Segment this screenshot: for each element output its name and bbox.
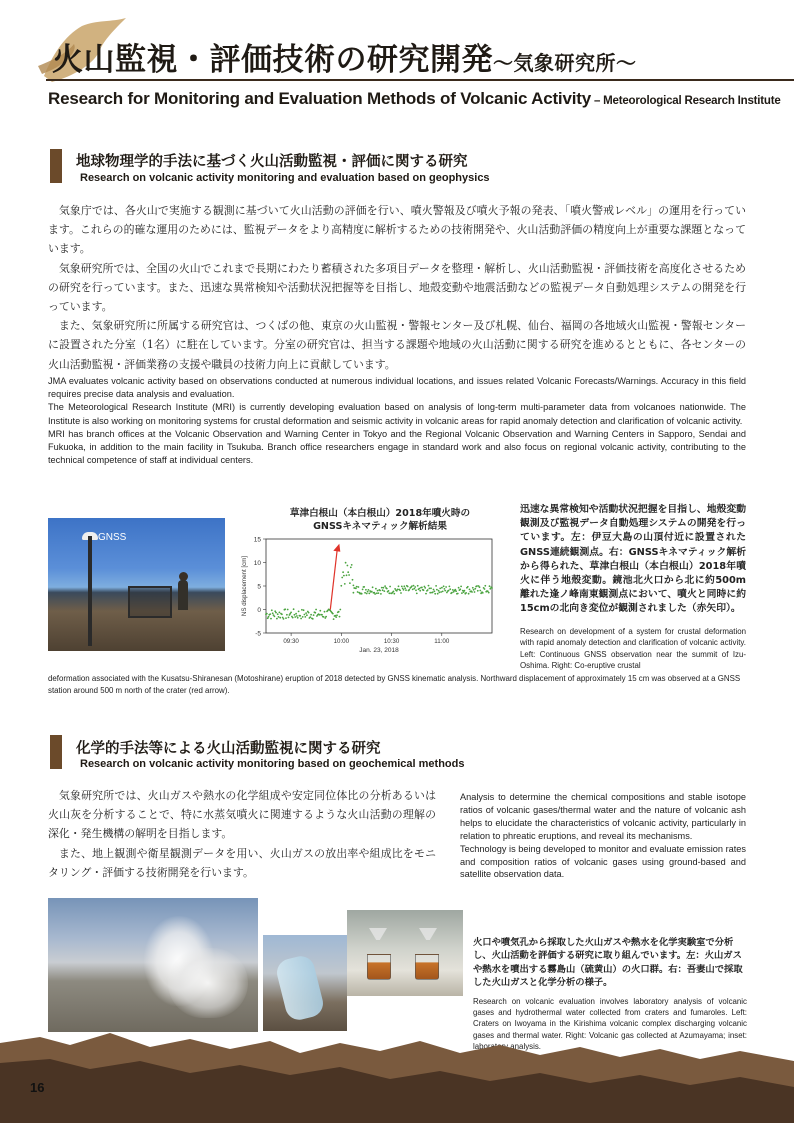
data-point <box>364 592 366 594</box>
data-point <box>285 617 287 619</box>
data-point <box>275 612 277 614</box>
data-point <box>434 593 436 595</box>
data-point <box>386 588 388 590</box>
data-point <box>302 616 304 618</box>
data-point <box>310 614 312 616</box>
page-title-en-suffix: – Meteorological Research Institute <box>590 95 781 107</box>
data-point <box>413 585 415 587</box>
data-point <box>405 589 407 591</box>
data-point <box>467 586 469 588</box>
data-point <box>308 612 310 614</box>
gnss-displacement-chart <box>238 533 500 653</box>
data-point <box>408 589 410 591</box>
data-point <box>389 586 391 588</box>
data-point <box>434 590 436 592</box>
data-point <box>476 585 478 587</box>
y-tick-label: 10 <box>253 560 261 567</box>
title-divider <box>46 79 794 81</box>
data-point <box>351 564 353 566</box>
page-number: 16 <box>30 1080 45 1095</box>
data-point <box>312 618 314 620</box>
data-point <box>358 586 360 588</box>
data-point <box>407 586 409 588</box>
paragraph: 気象研究所では、全国の火山でこれまで長期にわたり蓄積された多項目データを整理・解析し、火山活動監視・評価技術を高度化させるための研究を行っています。また、迅速な異常検知や活動状況把握等を目指し、地殻変動や地震活動などの監視データ自動処理システムの開発を行っています。 <box>48 261 746 314</box>
data-point <box>413 588 415 590</box>
data-point <box>283 618 285 620</box>
data-point <box>363 586 365 588</box>
page-title-en: Research for Monitoring and Evaluation Methods of Volcanic Activity – Meteorological Research Institute <box>48 89 781 108</box>
data-point <box>428 585 430 587</box>
data-point <box>484 588 486 590</box>
data-point <box>415 589 417 591</box>
data-point <box>345 562 347 564</box>
data-point <box>270 618 272 620</box>
data-point <box>436 589 438 591</box>
person-figure <box>178 580 188 610</box>
figure2-caption-en: Research on volcanic evaluation involves laboratory analysis of volcanic gases and hydrothermal water collected from craters and fumaroles. Left: Craters on Iwoyama in the Kirishima volcanic complex discharging volcanic gases and thermal water. Right: Volcanic gas collected at Azumayama; inset: laboratory analysis. <box>473 997 747 1051</box>
data-point <box>439 592 441 594</box>
data-point <box>332 613 334 615</box>
data-point <box>347 571 349 573</box>
antenna-pole <box>88 536 92 646</box>
data-point <box>388 590 390 592</box>
beaker <box>415 954 439 980</box>
data-point <box>368 589 370 591</box>
data-point <box>416 593 418 595</box>
x-tick-label: 11:00 <box>434 638 450 645</box>
data-point <box>290 612 292 614</box>
page-title-jp: 火山監視・評価技術の研究開発～気象研究所～ <box>52 42 637 78</box>
data-point <box>451 592 453 594</box>
data-point <box>333 618 335 620</box>
data-point <box>421 587 423 589</box>
data-point <box>489 588 491 590</box>
data-point <box>341 577 343 579</box>
data-point <box>393 593 395 595</box>
data-point <box>482 592 484 594</box>
chart-title-line2: GNSSキネマティック解析結果 <box>313 521 447 532</box>
data-point <box>489 585 491 587</box>
section1-heading-en: Research on volcanic activity monitoring and evaluation based on geophysics <box>80 172 490 184</box>
data-point <box>382 589 384 591</box>
paragraph: Analysis to determine the chemical compositions and stable isotope ratios of volcanic gases/thermal water and the nature of volcanic ash helps to elucidate the characteristics of volcanic activity, particularly in relation to phreatic eruptions, and reveal its mechanisms. <box>460 792 746 841</box>
x-tick-label: 10:30 <box>383 638 400 645</box>
data-point <box>379 590 381 592</box>
data-point <box>314 612 316 614</box>
paragraph: また、地上観測や衛星観測データを用い、火山ガスの放出率や組成比をモニタリング・評価する技術開発を行います。 <box>48 846 436 879</box>
data-point <box>383 590 385 592</box>
data-point <box>433 589 435 591</box>
data-point <box>304 614 306 616</box>
section1-body-en <box>48 375 746 467</box>
data-point <box>362 589 364 591</box>
data-point <box>398 585 400 587</box>
data-point <box>339 609 341 611</box>
data-point <box>281 613 283 615</box>
data-point <box>355 588 357 590</box>
data-point <box>459 588 461 590</box>
data-point <box>338 611 340 613</box>
chart-title-line1: 草津白根山（本白根山）2018年噴火時の <box>289 508 471 519</box>
data-point <box>375 588 377 590</box>
data-point <box>269 613 271 615</box>
data-point <box>301 609 303 611</box>
data-point <box>477 590 479 592</box>
data-point <box>444 588 446 590</box>
data-point <box>299 615 301 617</box>
section2-heading-en: Research on volcanic activity monitoring based on geochemical methods <box>80 758 465 770</box>
data-point <box>383 587 385 589</box>
data-point <box>443 585 445 587</box>
data-point <box>438 590 440 592</box>
data-point <box>367 591 369 593</box>
figure1-caption-jp: 迅速な異常検知や活動状況把握を目指し、地殻変動観測及び監視データ自動処理システムの開発を行っています。左：伊豆大島の山頂付近に設置されたGNSS連続観測点。右：GNSSキネマティック解析から得られた、草津白根山（本白根山）2018年噴火に伴う地殻変動。鏡池北火口から北に約500m離れた逢ノ峰南東観測点において、噴火と同時に約15cmの北向き変位が観測されました（赤矢印）。 <box>520 504 746 615</box>
data-point <box>419 588 421 590</box>
data-point <box>319 610 321 612</box>
paragraph: Technology is being developed to monitor and evaluate emission rates and composition ratios of volcanic gases using ground-based and satellite observation data. <box>460 843 747 880</box>
data-point <box>342 571 344 573</box>
data-point <box>488 592 490 594</box>
beaker <box>367 954 391 980</box>
data-point <box>305 612 307 614</box>
data-point <box>323 616 325 618</box>
data-point <box>461 592 463 594</box>
data-point <box>403 585 405 587</box>
data-point <box>377 590 379 592</box>
section-marker <box>50 735 62 769</box>
data-point <box>393 591 395 593</box>
data-point <box>347 565 349 567</box>
data-point <box>444 590 446 592</box>
data-point <box>353 592 355 594</box>
data-point <box>349 582 351 584</box>
plot-frame <box>266 539 492 633</box>
data-point <box>300 618 302 620</box>
data-point <box>286 614 288 616</box>
data-point <box>448 590 450 592</box>
data-point <box>455 590 457 592</box>
footer-ground-decoration <box>0 1003 794 1123</box>
data-point <box>376 592 378 594</box>
data-point <box>429 588 431 590</box>
data-point <box>388 592 390 594</box>
data-point <box>293 608 295 610</box>
data-point <box>474 588 476 590</box>
data-point <box>468 593 470 595</box>
y-tick-label: 0 <box>257 607 261 614</box>
data-point <box>381 587 383 589</box>
funnel <box>369 928 387 940</box>
figure1-caption-en: Research on development of a system for crustal deformation with rapid anomaly detection and clarification of volcanic activity. Left: Continuous GNSS observation near the summit of Izu-Oshima. Right: Co-eruptive crustal <box>520 627 746 670</box>
funnel <box>419 928 437 940</box>
data-point <box>340 585 342 587</box>
data-point <box>479 586 481 588</box>
data-point <box>344 583 346 585</box>
data-point <box>423 589 425 591</box>
data-point <box>474 591 476 593</box>
data-point <box>460 586 462 588</box>
data-point <box>303 609 305 611</box>
data-point <box>294 614 296 616</box>
paragraph: The Meteorological Research Institute (MRI) is currently developing evaluation based on analysis of long-term multi-parameter data from volcanoes nationwide. The Institute is also working on monitoring systems for crustal deformation and seismic activity in volcanic areas for rapid anomaly detection and clarification of volcanic activity. <box>48 402 746 426</box>
data-point <box>439 588 441 590</box>
data-point <box>424 587 426 589</box>
data-point <box>366 593 368 595</box>
data-point <box>296 615 298 617</box>
data-point <box>452 589 454 591</box>
data-point <box>292 617 294 619</box>
data-point <box>357 591 359 593</box>
data-point <box>266 613 268 615</box>
paragraph: また、気象研究所に所属する研究官は、つくばの他、東京の火山監視・警報センター及び札幌、仙台、福岡の各地域火山監視・警報センターに設置された分室（1名）に駐在しています。分室の研究官は、担当する課題や地域の火山活動に関する研究を進めるとともに、各センターの火山活動監視・評価業務の支援や職員の技術力向上に貢献しています。 <box>48 319 746 371</box>
data-point <box>325 616 327 618</box>
data-point <box>336 614 338 616</box>
photo-label: GNSS <box>98 532 127 543</box>
section2-body-en <box>460 791 746 881</box>
data-point <box>372 586 374 588</box>
data-point <box>473 589 475 591</box>
y-tick-label: 15 <box>253 536 261 544</box>
data-point <box>400 592 402 594</box>
section1-heading-jp: 地球物理学的手法に基づく火山活動監視・評価に関する研究 <box>76 154 468 170</box>
section1-body-jp <box>48 201 746 374</box>
data-point <box>361 593 363 595</box>
data-point <box>348 574 350 576</box>
paragraph: 気象研究所では、火山ガスや熱水の化学組成や安定同位体比の分析あるいは火山灰を分析することで、特に水蒸気噴火に関連するような火山活動の理解の深化・発生機構の解明を目指します。 <box>48 789 436 841</box>
y-tick-label: 5 <box>257 583 261 591</box>
data-point <box>374 593 376 595</box>
data-point <box>268 616 270 618</box>
data-point <box>472 587 474 589</box>
data-point <box>271 609 273 611</box>
data-point <box>294 616 296 618</box>
data-point <box>397 589 399 591</box>
data-point <box>417 585 419 587</box>
data-point <box>465 592 467 594</box>
gnss-station-photo <box>48 518 225 651</box>
data-point <box>298 611 300 613</box>
data-point <box>412 589 414 591</box>
data-point <box>371 591 373 593</box>
data-point <box>442 591 444 593</box>
data-point <box>353 585 355 587</box>
data-point <box>471 591 473 593</box>
data-point <box>435 585 437 587</box>
data-point <box>339 616 341 618</box>
data-point <box>272 612 274 614</box>
data-point <box>324 611 326 613</box>
data-point <box>429 592 431 594</box>
data-point <box>279 612 281 614</box>
data-point <box>440 591 442 593</box>
data-point <box>414 586 416 588</box>
data-point <box>449 588 451 590</box>
section2-body-jp <box>48 786 436 882</box>
paragraph: MRI has branch offices at the Volcanic Observation and Warning Center in Tokyo and the Regional Volcanic Observation and Warning Centers in Sapporo, Sendai and Fukuoka, in addition to the main facility in Tsukuba. Branch office researchers engage in standard work and also focus on regional volcanic activity, contributing to the technical competence of staff at individual centers. <box>48 428 746 466</box>
data-point <box>350 567 352 569</box>
data-point <box>343 575 345 577</box>
data-point <box>277 613 279 615</box>
data-point <box>297 617 299 619</box>
data-point <box>445 586 447 588</box>
data-point <box>425 593 427 595</box>
data-point <box>419 590 421 592</box>
data-point <box>403 589 405 591</box>
data-point <box>441 587 443 589</box>
data-point <box>346 574 348 576</box>
laboratory-analysis-photo <box>347 910 463 996</box>
data-point <box>335 616 337 618</box>
data-point <box>315 609 317 611</box>
data-point <box>411 585 413 587</box>
paragraph: 気象庁では、各火山で実施する観測に基づいて火山活動の評価を行い、噴火警報及び噴火予報の発表、「噴火警戒レベル」の運用を行っています。これらの的確な運用のためには、監視データをより高精度に解析するための技術開発や、火山活動評価の精度向上が重要な課題となっています。 <box>48 204 746 256</box>
data-point <box>437 593 439 595</box>
data-point <box>356 586 358 588</box>
data-point <box>401 586 403 588</box>
data-point <box>295 613 297 615</box>
data-point <box>288 617 290 619</box>
data-point <box>464 590 466 592</box>
data-point <box>479 590 481 592</box>
data-point <box>274 616 276 618</box>
data-point <box>430 587 432 589</box>
data-point <box>287 609 289 611</box>
data-point <box>404 587 406 589</box>
x-tick-label: 09:30 <box>283 638 299 645</box>
data-point <box>469 589 471 591</box>
data-point <box>284 608 286 610</box>
data-point <box>321 614 323 616</box>
figure1-caption-en-continued: deformation associated with the Kusatsu-Shiranesan (Motoshirane) eruption of 2018 detected by GNSS kinematic analysis. Northward displacement of approximately 15 cm was observed at a GNSS station around 500 m north of the crater (red arrow). <box>48 674 741 695</box>
data-point <box>279 617 281 619</box>
data-point <box>491 587 493 589</box>
data-point <box>368 593 370 595</box>
data-point <box>458 587 460 589</box>
data-point <box>313 614 315 616</box>
data-point <box>278 616 280 618</box>
data-point <box>306 614 308 616</box>
equipment-rack <box>128 586 172 618</box>
paragraph: JMA evaluates volcanic activity based on observations conducted at numerous individual locations, and issues related Volcanic Forecasts/Warnings. Accuracy in this field requires precise data analysis and evaluation. <box>48 376 746 400</box>
data-point <box>352 579 354 581</box>
page-title-jp-suffix: ～気象研究所～ <box>493 51 637 75</box>
section-marker <box>50 149 62 183</box>
figure2-caption-jp: 火口や噴気孔から採取した火山ガスや熱水を化学実験室で分析し、火山活動を評価する研究に取り組んでいます。左：火山ガスや熱水を噴出する霧島山（硫黄山）の火口群。右：吾妻山で採取した火山ガスと化学分析の様子。 <box>473 937 743 989</box>
y-axis-label: NS displacement [cm] <box>241 555 248 617</box>
data-point <box>457 593 459 595</box>
section2-heading-jp: 化学的手法等による火山活動監視に関する研究 <box>76 741 381 757</box>
data-point <box>365 589 367 591</box>
data-point <box>484 585 486 587</box>
data-point <box>276 618 278 620</box>
data-point <box>378 592 380 594</box>
data-point <box>380 593 382 595</box>
x-tick-label: 10:00 <box>333 638 350 645</box>
data-point <box>427 589 429 591</box>
data-point <box>432 591 434 593</box>
data-point <box>384 585 386 587</box>
data-point <box>309 616 311 618</box>
x-axis-label: Jan. 23, 2018 <box>359 647 399 653</box>
data-point <box>304 616 306 618</box>
data-point <box>449 586 451 588</box>
data-point <box>319 614 321 616</box>
y-tick-label: -5 <box>255 630 261 638</box>
data-point <box>399 590 401 592</box>
